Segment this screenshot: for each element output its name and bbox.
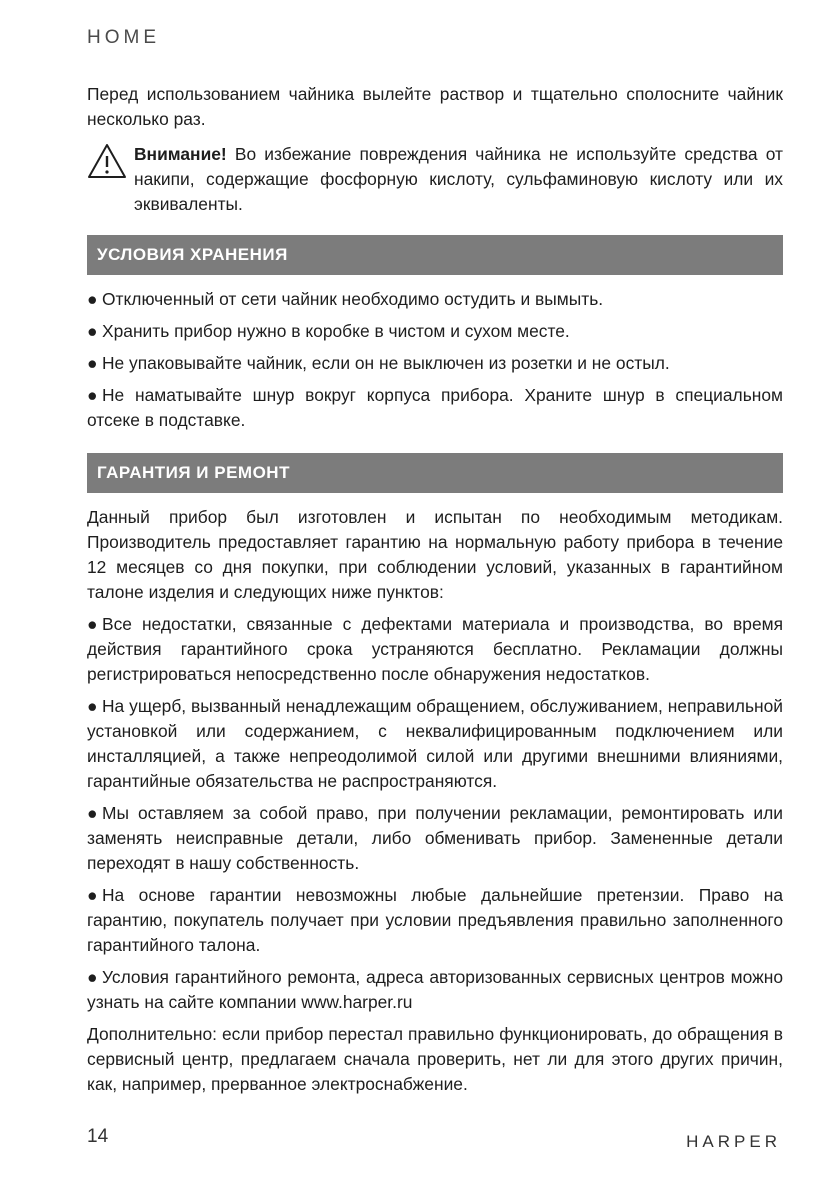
bullet-icon: ● — [87, 321, 98, 341]
additional-paragraph: Дополнительно: если прибор перестал правильно функционировать, до обращения в сервисный центр, предлагаем сначала проверить, нет ли для этого других причин, как, например, прерванное электроснабжение. — [87, 1024, 783, 1094]
bullet-icon: ● — [87, 289, 98, 309]
bullet-icon: ● — [87, 385, 98, 405]
bullet-icon: ● — [87, 885, 98, 905]
page-number: 14 — [87, 1126, 109, 1147]
warning-triangle-icon — [87, 143, 127, 179]
home-logo: HOME — [87, 27, 160, 48]
bullet-icon: ● — [87, 803, 98, 823]
list-item: ● Мы оставляем за собой право, при получении рекламации, ремонтировать или заменять неисправные детали, либо обменивать прибор. Замененные детали переходят в нашу собственность. — [87, 803, 783, 873]
list-item: ● Все недостатки, связанные с дефектами материала и производства, во время действия гарантийного срока устраняются бесплатно. Рекламации должны регистрироваться непосредственно после обнаружения недостатков. — [87, 614, 783, 684]
intro-paragraph: Перед использованием чайника вылейте раствор и тщательно сполосните чайник несколько раз. — [87, 84, 783, 129]
warranty-section-title: ГАРАНТИЯ И РЕМОНТ — [87, 453, 783, 493]
harper-logo: HARPER — [686, 1132, 781, 1151]
warning-block — [87, 142, 783, 217]
list-item: ● Отключенный от сети чайник необходимо остудить и вымыть. — [87, 287, 783, 312]
list-item: ● На ущерб, вызванный ненадлежащим обращением, обслуживанием, неправильной установкой или содержанием, с неквалифицированным подключением или инсталляцией, а также непреодолимой силой или другими внешними влияниями, гарантийные обязательства не распространяются. — [87, 696, 783, 791]
bullet-icon: ● — [87, 696, 98, 716]
bullet-icon: ● — [87, 614, 98, 634]
list-item: ● Не упаковывайте чайник, если он не выключен из розетки и не остыл. — [87, 351, 783, 376]
list-item: ● Условия гарантийного ремонта, адреса авторизованных сервисных центров можно узнать на сайте компании www.harper.ru — [87, 967, 783, 1012]
list-item: ● Не наматывайте шнур вокруг корпуса прибора. Храните шнур в специальном отсеке в подставке. — [87, 385, 783, 430]
bullet-icon: ● — [87, 353, 98, 373]
page-content — [87, 82, 783, 1104]
warning-text: Во избежание повреждения чайника не используйте средства от накипи, содержащие фосфорную кислоту, сульфаминовую кислоту или их эквиваленты. — [134, 144, 783, 214]
bullet-icon: ● — [87, 967, 98, 987]
storage-section-title: УСЛОВИЯ ХРАНЕНИЯ — [87, 235, 783, 275]
warranty-intro: Данный прибор был изготовлен и испытан по необходимым методикам. Производитель предоставляет гарантию на нормальную работу прибора в течение 12 месяцев со дня покупки, при соблюдении условий, указанных в гарантийном талоне изделия и следующих ниже пунктов: — [87, 507, 783, 602]
list-item: ● На основе гарантии невозможны любые дальнейшие претензии. Право на гарантию, покупатель получает при условии предъявления правильно заполненного гарантийного талона. — [87, 885, 783, 955]
warning-label: Внимание! — [134, 144, 227, 164]
list-item: ● Хранить прибор нужно в коробке в чистом и сухом месте. — [87, 319, 783, 344]
